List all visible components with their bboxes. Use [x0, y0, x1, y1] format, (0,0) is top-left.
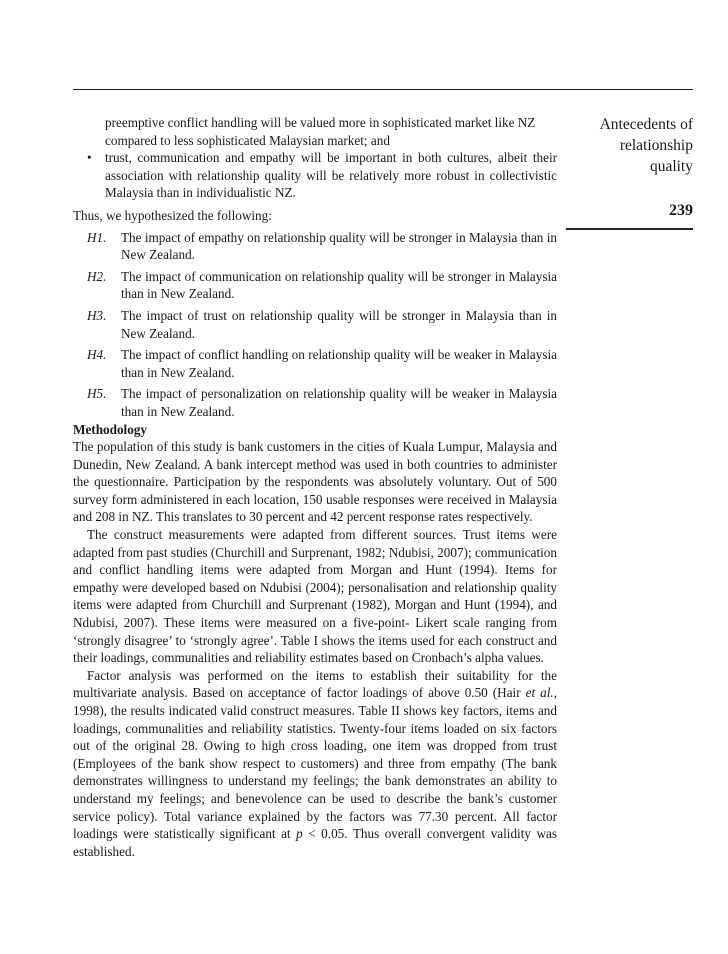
bullet-icon: • — [87, 150, 92, 166]
side-rule — [566, 228, 693, 230]
hypothesis-2 — [73, 268, 557, 303]
hypothesis-3 — [73, 307, 557, 342]
section-heading: Methodology — [73, 421, 147, 437]
hypothesis-label: H5. — [87, 386, 107, 402]
paragraph-3 — [73, 667, 557, 861]
hypotheses-intro: Thus, we hypothesized the following: — [73, 207, 272, 223]
running-title-line-1: Antecedents of — [599, 116, 693, 133]
page-number: 239 — [669, 202, 693, 219]
hypothesis-text: The impact of conflict handling on relationship quality will be weaker in Malaysia than in New Zealand. — [121, 347, 557, 380]
hypothesis-text: The impact of trust on relationship quality will be stronger in Malaysia than in New Zealand. — [121, 307, 557, 341]
top-rule — [73, 89, 693, 90]
paragraph-3-part-c: < 0.05. Thus overall convergent validity was established. — [73, 826, 557, 859]
et-al-citation: et al. — [525, 685, 554, 701]
running-title-line-3: quality — [649, 158, 693, 175]
continuation-line-2: compared to less sophisticated Malaysian market; and — [105, 132, 390, 148]
hypothesis-5 — [73, 385, 557, 420]
paragraph-3-part-b: , 1998), the results indicated valid construct measures. Table II shows key factors, items and loadings, communalities and reliability statistics. Twenty-four items loaded on six factors out of the original 28. Owing to high cross loading, one item was dropped from trust (Employees of the bank show respect to customers) and three from empathy (The bank demonstrates willingness to understand my feelings; the bank demonstrates an ability to understand my feelings; and benevolence can be used to describe the bank’s customer service policy). Total variance explained by the factors was 77.30 percent. All factor loadings were statistically significant at — [73, 685, 557, 842]
paragraph-3-part-a: Factor analysis was performed on the items to establish their suitability for the multivariate analysis. Based on acceptance of factor loadings of above 0.50 (Hair — [73, 667, 557, 701]
hypothesis-label: H1. — [87, 229, 107, 245]
hypothesis-4 — [73, 346, 557, 381]
running-title — [570, 114, 693, 177]
hypothesis-1 — [73, 229, 557, 264]
hypothesis-label: H2. — [87, 268, 107, 284]
hypothesis-label: H4. — [87, 347, 107, 363]
bullet-item — [73, 149, 557, 202]
paragraph-2: The construct measurements were adapted from different sources. Trust items were adapted from past studies (Churchill and Surprenant, 1982; Ndubisi, 2007); communication and conflict handling items were adapted from Morgan and Hunt (1994). Items for empathy were developed based on Ndubisi (2004); personalisation and relationship quality items were adapted from Churchill and Surprenant (1982), Morgan and Hunt (1994), and Ndubisi, 2007). These items were measured on a five-point- Likert scale ranging from ‘strongly disagree’ to ‘strongly agree’. Table I shows the items used for each construct and their loadings, communalities and reliability estimates based on Cronbach’s alpha values. — [73, 527, 557, 666]
hypothesis-text: The impact of empathy on relationship quality will be stronger in Malaysia than in New Zealand. — [121, 229, 557, 263]
bullet-text: trust, communication and empathy will be important in both cultures, albeit their association with relationship quality will be relatively more robust in collectivistic Malaysia than in individualistic NZ. — [105, 150, 557, 201]
bullet-continuation — [73, 114, 557, 149]
running-title-line-2: relationship — [619, 137, 693, 154]
hypothesis-text: The impact of communication on relationship quality will be stronger in Malaysia than in New Zealand. — [121, 268, 557, 302]
hypothesis-text: The impact of personalization on relationship quality will be weaker in Malaysia than in New Zealand. — [121, 386, 557, 419]
paragraph-1: The population of this study is bank customers in the cities of Kuala Lumpur, Malaysia and Dunedin, New Zealand. A bank intercept method was used in both countries to administer the questionnaire. Participation by the respondents was absolutely voluntary. Out of 500 survey form administered in each location, 150 usable responses were received in Malaysia and 208 in NZ. This translates to 30 percent and 42 percent response rates respectively. — [73, 439, 557, 525]
main-text — [73, 114, 557, 860]
hypothesis-label: H3. — [87, 307, 107, 323]
p-value-symbol: p — [296, 826, 303, 842]
continuation-line-1: preemptive conflict handling will be valued more in sophisticated market like NZ — [105, 115, 536, 130]
